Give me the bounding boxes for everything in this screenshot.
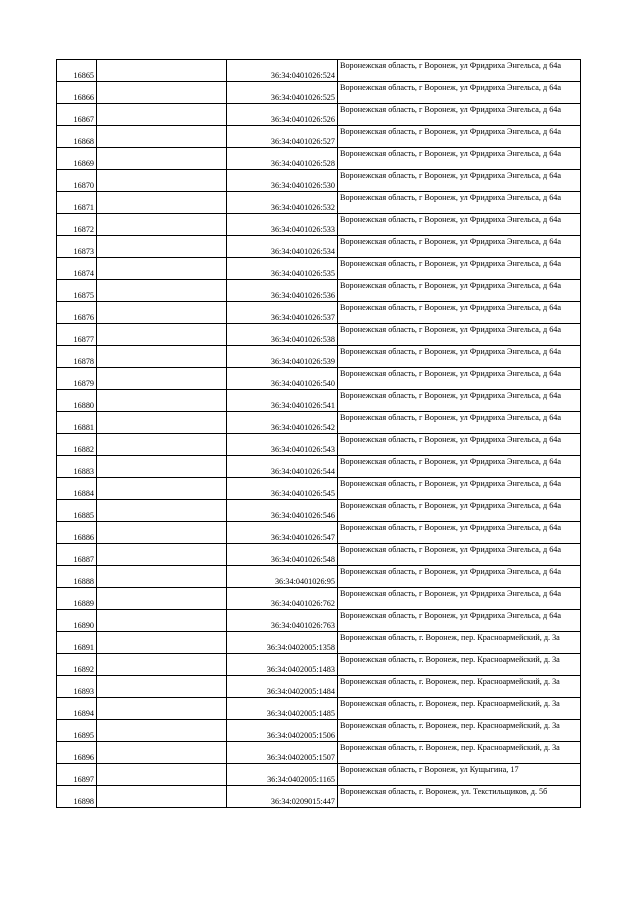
table-row <box>57 280 581 302</box>
address-cell: Воронежская область, г Воронеж, ул Фридриха Энгельса, д 64а <box>338 588 581 610</box>
table-row <box>57 126 581 148</box>
empty-cell <box>97 610 227 632</box>
cadastral-number-cell: 36:34:0401026:545 <box>227 478 338 500</box>
row-number-cell: 16869 <box>57 148 97 170</box>
row-number-cell: 16889 <box>57 588 97 610</box>
address-cell: Воронежская область, г Воронеж, ул Фридриха Энгельса, д 64а <box>338 544 581 566</box>
row-number-cell: 16891 <box>57 632 97 654</box>
address-cell: Воронежская область, г. Воронеж, пер. Красноармейский, д. 3а <box>338 676 581 698</box>
table-row <box>57 148 581 170</box>
empty-cell <box>97 302 227 324</box>
table-row <box>57 434 581 456</box>
cadastral-number-cell: 36:34:0401026:763 <box>227 610 338 632</box>
cadastral-number-cell: 36:34:0401026:544 <box>227 456 338 478</box>
address-cell: Воронежская область, г Воронеж, ул Фридриха Энгельса, д 64а <box>338 60 581 82</box>
empty-cell <box>97 698 227 720</box>
row-number-cell: 16878 <box>57 346 97 368</box>
cadastral-number-cell: 36:34:0402005:1485 <box>227 698 338 720</box>
cadastral-number-cell: 36:34:0401026:526 <box>227 104 338 126</box>
empty-cell <box>97 434 227 456</box>
table-row <box>57 654 581 676</box>
address-cell: Воронежская область, г Воронеж, ул Фридриха Энгельса, д 64а <box>338 522 581 544</box>
cadastral-number-cell: 36:34:0401026:542 <box>227 412 338 434</box>
cadastral-number-cell: 36:34:0401026:535 <box>227 258 338 280</box>
empty-cell <box>97 478 227 500</box>
empty-cell <box>97 236 227 258</box>
address-cell: Воронежская область, г Воронеж, ул Фридриха Энгельса, д 64а <box>338 478 581 500</box>
cadastral-number-cell: 36:34:0401026:528 <box>227 148 338 170</box>
address-cell: Воронежская область, г. Воронеж, пер. Красноармейский, д. 3а <box>338 742 581 764</box>
cadastral-number-cell: 36:34:0402005:1484 <box>227 676 338 698</box>
empty-cell <box>97 544 227 566</box>
empty-cell <box>97 214 227 236</box>
row-number-cell: 16883 <box>57 456 97 478</box>
empty-cell <box>97 258 227 280</box>
table-row <box>57 456 581 478</box>
table-row <box>57 588 581 610</box>
empty-cell <box>97 456 227 478</box>
row-number-cell: 16893 <box>57 676 97 698</box>
empty-cell <box>97 412 227 434</box>
address-cell: Воронежская область, г Воронеж, ул Фридриха Энгельса, д 64а <box>338 566 581 588</box>
table-row <box>57 368 581 390</box>
address-cell: Воронежская область, г Воронеж, ул Фридриха Энгельса, д 64а <box>338 302 581 324</box>
address-cell: Воронежская область, г Воронеж, ул Фридриха Энгельса, д 64а <box>338 324 581 346</box>
cadastral-number-cell: 36:34:0401026:541 <box>227 390 338 412</box>
row-number-cell: 16871 <box>57 192 97 214</box>
cadastral-number-cell: 36:34:0401026:547 <box>227 522 338 544</box>
cadastral-number-cell: 36:34:0401026:540 <box>227 368 338 390</box>
address-cell: Воронежская область, г Воронеж, ул Фридриха Энгельса, д 64а <box>338 82 581 104</box>
table-row <box>57 544 581 566</box>
cadastral-number-cell: 36:34:0402005:1507 <box>227 742 338 764</box>
empty-cell <box>97 742 227 764</box>
row-number-cell: 16867 <box>57 104 97 126</box>
table-row <box>57 742 581 764</box>
row-number-cell: 16868 <box>57 126 97 148</box>
cadastral-number-cell: 36:34:0401026:530 <box>227 170 338 192</box>
empty-cell <box>97 786 227 808</box>
address-cell: Воронежская область, г Воронеж, ул Фридриха Энгельса, д 64а <box>338 610 581 632</box>
row-number-cell: 16866 <box>57 82 97 104</box>
cadastral-number-cell: 36:34:0401026:543 <box>227 434 338 456</box>
empty-cell <box>97 324 227 346</box>
cadastral-number-cell: 36:34:0401026:533 <box>227 214 338 236</box>
cadastral-number-cell: 36:34:0402005:1506 <box>227 720 338 742</box>
empty-cell <box>97 104 227 126</box>
table-row <box>57 236 581 258</box>
address-cell: Воронежская область, г Воронеж, ул Фридриха Энгельса, д 64а <box>338 368 581 390</box>
empty-cell <box>97 522 227 544</box>
empty-cell <box>97 280 227 302</box>
table-row <box>57 676 581 698</box>
empty-cell <box>97 500 227 522</box>
row-number-cell: 16884 <box>57 478 97 500</box>
empty-cell <box>97 566 227 588</box>
address-cell: Воронежская область, г Воронеж, ул Фридриха Энгельса, д 64а <box>338 412 581 434</box>
address-cell: Воронежская область, г. Воронеж, ул. Текстильщиков, д. 5б <box>338 786 581 808</box>
address-cell: Воронежская область, г. Воронеж, пер. Красноармейский, д. 3а <box>338 720 581 742</box>
row-number-cell: 16894 <box>57 698 97 720</box>
table-row <box>57 720 581 742</box>
empty-cell <box>97 126 227 148</box>
cadastral-number-cell: 36:34:0401026:524 <box>227 60 338 82</box>
row-number-cell: 16870 <box>57 170 97 192</box>
address-cell: Воронежская область, г Воронеж, ул Фридриха Энгельса, д 64а <box>338 280 581 302</box>
row-number-cell: 16872 <box>57 214 97 236</box>
row-number-cell: 16897 <box>57 764 97 786</box>
address-cell: Воронежская область, г Воронеж, ул Фридриха Энгельса, д 64а <box>338 390 581 412</box>
cadastral-number-cell: 36:34:0401026:538 <box>227 324 338 346</box>
address-cell: Воронежская область, г Воронеж, ул Кущыгина, 17 <box>338 764 581 786</box>
address-cell: Воронежская область, г Воронеж, ул Фридриха Энгельса, д 64а <box>338 346 581 368</box>
empty-cell <box>97 60 227 82</box>
row-number-cell: 16885 <box>57 500 97 522</box>
cadastral-number-cell: 36:34:0401026:537 <box>227 302 338 324</box>
row-number-cell: 16879 <box>57 368 97 390</box>
table-row <box>57 258 581 280</box>
row-number-cell: 16895 <box>57 720 97 742</box>
empty-cell <box>97 764 227 786</box>
cadastral-number-cell: 36:34:0401026:762 <box>227 588 338 610</box>
table-row <box>57 786 581 808</box>
row-number-cell: 16888 <box>57 566 97 588</box>
empty-cell <box>97 170 227 192</box>
row-number-cell: 16881 <box>57 412 97 434</box>
empty-cell <box>97 148 227 170</box>
address-cell: Воронежская область, г. Воронеж, пер. Красноармейский, д. 3а <box>338 654 581 676</box>
cadastral-number-cell: 36:34:0402005:1165 <box>227 764 338 786</box>
row-number-cell: 16882 <box>57 434 97 456</box>
register-table-body <box>57 60 581 808</box>
address-cell: Воронежская область, г Воронеж, ул Фридриха Энгельса, д 64а <box>338 456 581 478</box>
empty-cell <box>97 82 227 104</box>
address-cell: Воронежская область, г Воронеж, ул Фридриха Энгельса, д 64а <box>338 236 581 258</box>
cadastral-number-cell: 36:34:0401026:548 <box>227 544 338 566</box>
row-number-cell: 16873 <box>57 236 97 258</box>
row-number-cell: 16875 <box>57 280 97 302</box>
empty-cell <box>97 632 227 654</box>
row-number-cell: 16877 <box>57 324 97 346</box>
row-number-cell: 16865 <box>57 60 97 82</box>
address-cell: Воронежская область, г Воронеж, ул Фридриха Энгельса, д 64а <box>338 192 581 214</box>
table-row <box>57 764 581 786</box>
table-row <box>57 500 581 522</box>
address-cell: Воронежская область, г Воронеж, ул Фридриха Энгельса, д 64а <box>338 500 581 522</box>
cadastral-number-cell: 36:34:0401026:527 <box>227 126 338 148</box>
empty-cell <box>97 720 227 742</box>
row-number-cell: 16887 <box>57 544 97 566</box>
table-row <box>57 610 581 632</box>
empty-cell <box>97 346 227 368</box>
empty-cell <box>97 390 227 412</box>
row-number-cell: 16896 <box>57 742 97 764</box>
cadastral-number-cell: 36:34:0401026:536 <box>227 280 338 302</box>
row-number-cell: 16874 <box>57 258 97 280</box>
address-cell: Воронежская область, г Воронеж, ул Фридриха Энгельса, д 64а <box>338 126 581 148</box>
row-number-cell: 16886 <box>57 522 97 544</box>
table-row <box>57 82 581 104</box>
address-cell: Воронежская область, г Воронеж, ул Фридриха Энгельса, д 64а <box>338 214 581 236</box>
address-cell: Воронежская область, г Воронеж, ул Фридриха Энгельса, д 64а <box>338 258 581 280</box>
address-cell: Воронежская область, г Воронеж, ул Фридриха Энгельса, д 64а <box>338 170 581 192</box>
cadastral-number-cell: 36:34:0401026:546 <box>227 500 338 522</box>
row-number-cell: 16898 <box>57 786 97 808</box>
table-row <box>57 346 581 368</box>
table-row <box>57 302 581 324</box>
cadastral-number-cell: 36:34:0401026:539 <box>227 346 338 368</box>
cadastral-number-cell: 36:34:0401026:534 <box>227 236 338 258</box>
table-row <box>57 522 581 544</box>
empty-cell <box>97 676 227 698</box>
cadastral-number-cell: 36:34:0401026:95 <box>227 566 338 588</box>
address-cell: Воронежская область, г. Воронеж, пер. Красноармейский, д. 3а <box>338 632 581 654</box>
cadastral-number-cell: 36:34:0402005:1358 <box>227 632 338 654</box>
empty-cell <box>97 588 227 610</box>
address-cell: Воронежская область, г. Воронеж, пер. Красноармейский, д. 3а <box>338 698 581 720</box>
table-row <box>57 698 581 720</box>
row-number-cell: 16880 <box>57 390 97 412</box>
table-row <box>57 192 581 214</box>
cadastral-number-cell: 36:34:0402005:1483 <box>227 654 338 676</box>
property-register-table <box>56 59 581 808</box>
table-row <box>57 104 581 126</box>
table-row <box>57 566 581 588</box>
address-cell: Воронежская область, г Воронеж, ул Фридриха Энгельса, д 64а <box>338 104 581 126</box>
empty-cell <box>97 192 227 214</box>
cadastral-number-cell: 36:34:0209015:447 <box>227 786 338 808</box>
table-row <box>57 214 581 236</box>
table-row <box>57 324 581 346</box>
address-cell: Воронежская область, г Воронеж, ул Фридриха Энгельса, д 64а <box>338 148 581 170</box>
empty-cell <box>97 368 227 390</box>
table-row <box>57 390 581 412</box>
cadastral-number-cell: 36:34:0401026:532 <box>227 192 338 214</box>
cadastral-number-cell: 36:34:0401026:525 <box>227 82 338 104</box>
row-number-cell: 16876 <box>57 302 97 324</box>
address-cell: Воронежская область, г Воронеж, ул Фридриха Энгельса, д 64а <box>338 434 581 456</box>
row-number-cell: 16892 <box>57 654 97 676</box>
table-row <box>57 412 581 434</box>
table-row <box>57 632 581 654</box>
table-row <box>57 60 581 82</box>
table-row <box>57 478 581 500</box>
table-row <box>57 170 581 192</box>
empty-cell <box>97 654 227 676</box>
row-number-cell: 16890 <box>57 610 97 632</box>
